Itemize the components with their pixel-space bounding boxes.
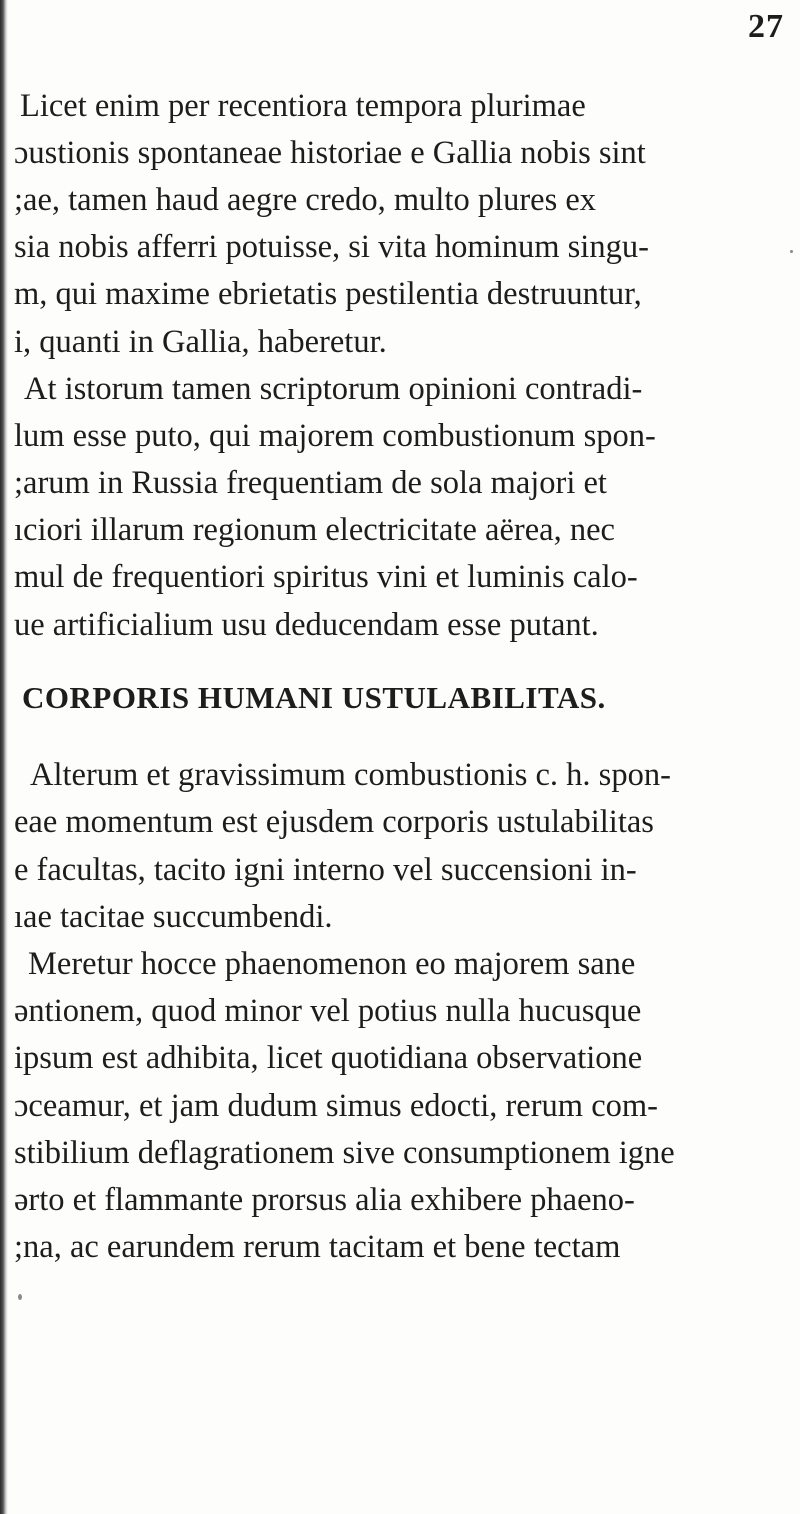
text-line: m, qui maxime ebrietatis pestilentia destruuntur, <box>14 276 642 312</box>
scan-speck <box>18 1294 22 1300</box>
text-line: At istorum tamen scriptorum opinioni contradi- <box>24 371 643 407</box>
text-line: ;ae, tamen haud aegre credo, multo plures ex <box>14 182 597 218</box>
text-line: əntionem, quod minor vel potius nulla hucusque <box>14 993 642 1029</box>
text-line: eae momentum est ejusdem corporis ustulabilitas <box>14 804 654 840</box>
text-line: Licet enim per recentiora tempora plurimae <box>20 88 586 124</box>
text-line: ərto et flammante prorsus alia exhibere phaeno- <box>14 1182 635 1218</box>
text-line: Alterum et gravissimum combustionis c. h. spon- <box>30 757 671 793</box>
text-line: ue artificialium usu deducendam esse putant. <box>14 607 599 643</box>
text-line: mul de frequentiori spiritus vini et luminis calo- <box>14 559 638 595</box>
text-line: ;arum in Russia frequentiam de sola majori et <box>14 465 607 501</box>
text-line: Meretur hocce phaenomenon eo majorem sane <box>28 946 636 982</box>
text-line: lum esse puto, qui majorem combustionum spon- <box>14 418 656 454</box>
text-line: ɔceamur, et jam dudum simus edocti, rerum com- <box>14 1088 658 1124</box>
text-line: e facultas, tacito igni interno vel succensioni in- <box>14 852 637 888</box>
text-line: ıae tacitae succumbendi. <box>14 899 333 935</box>
text-line: i, quanti in Gallia, haberetur. <box>14 324 387 360</box>
page-binding-edge <box>0 0 8 1514</box>
text-line: ipsum est adhibita, licet quotidiana observatione <box>14 1040 643 1076</box>
text-line: ıciori illarum regionum electricitate aërea, nec <box>14 512 615 548</box>
text-line: ɔustionis spontaneae historiae e Gallia nobis sint <box>14 135 646 171</box>
text-line: ;na, ac earundem rerum tacitam et bene tectam <box>14 1229 621 1265</box>
page-number: 27 <box>748 8 784 45</box>
section-heading: CORPORIS HUMANI USTULABILITAS. <box>22 680 606 715</box>
text-line: stibilium deflagrationem sive consumptionem igne <box>14 1135 675 1171</box>
scan-speck <box>790 250 793 253</box>
text-line: sia nobis afferri potuisse, si vita hominum singu- <box>14 229 649 265</box>
